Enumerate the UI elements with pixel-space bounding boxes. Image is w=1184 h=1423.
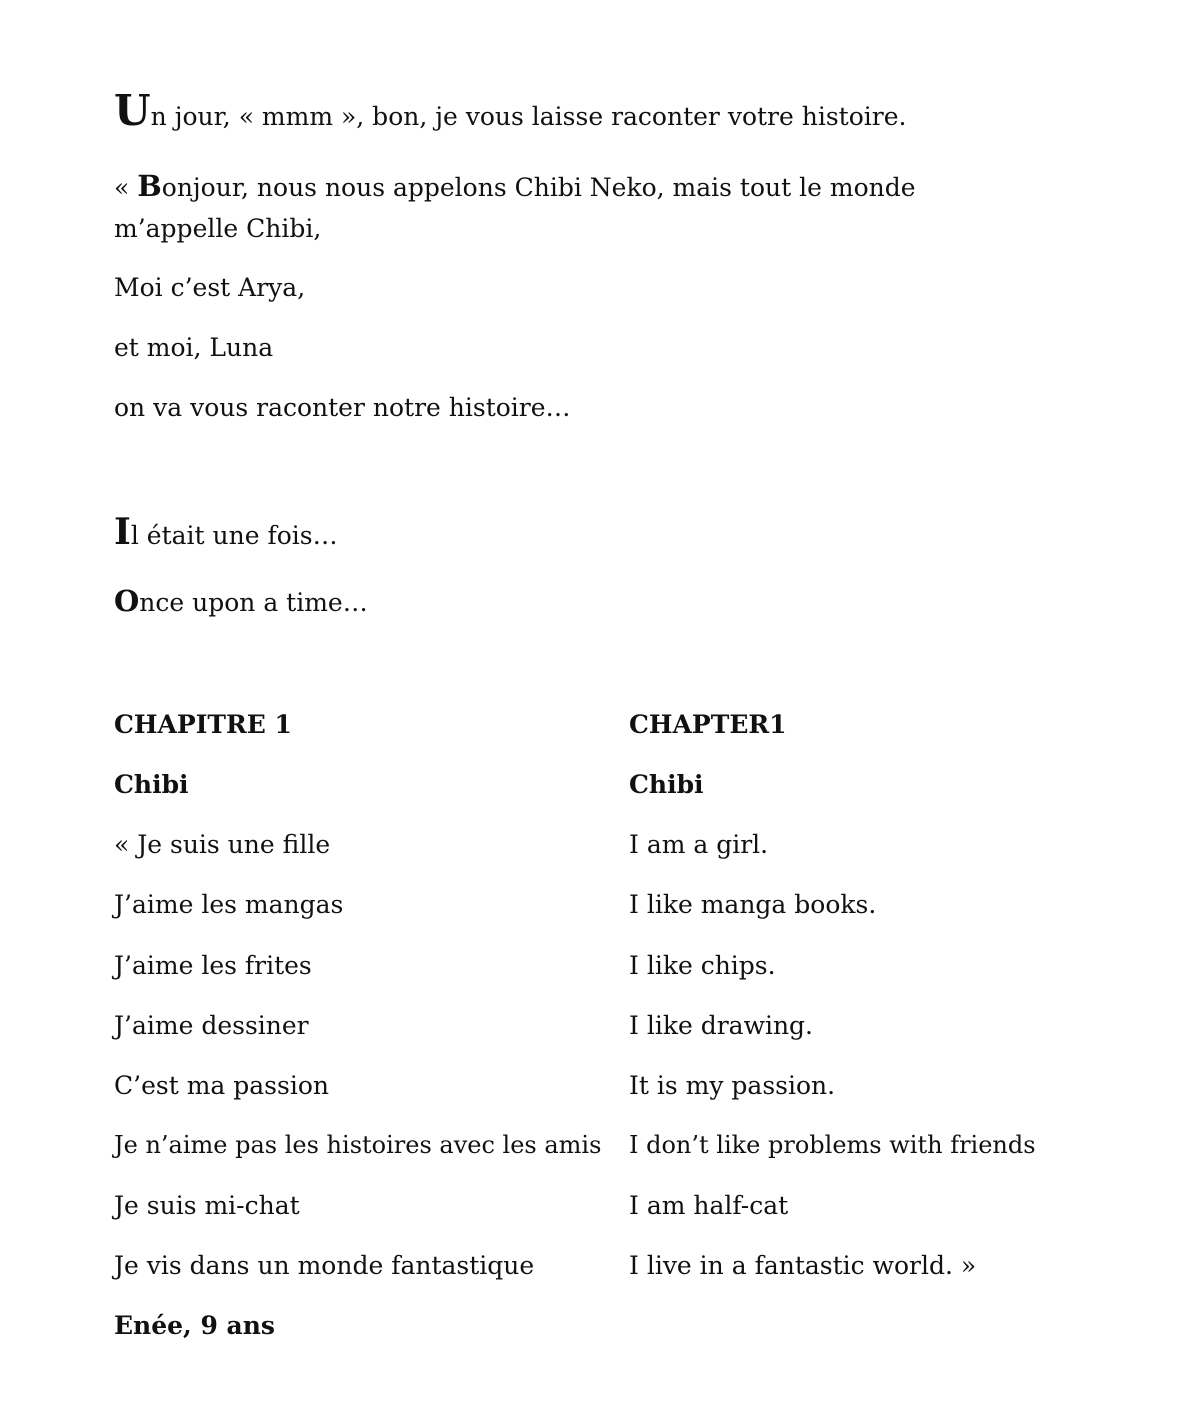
- poem-line-en: I like drawing.: [629, 1011, 814, 1040]
- opening-fr-text: l était une fois…: [130, 521, 338, 550]
- intro-line-3: Moi c’est Arya,: [114, 273, 306, 302]
- poem-line-en: It is my passion.: [629, 1071, 836, 1100]
- character-name-fr: Chibi: [114, 770, 189, 799]
- opening-fr: [114, 512, 338, 556]
- poem-line-en: I like chips.: [629, 951, 776, 980]
- chapter-heading-fr: CHAPITRE 1: [114, 710, 292, 739]
- opening-en-text: nce upon a time…: [139, 588, 368, 617]
- poem-line-en: I am a girl.: [629, 830, 769, 859]
- poem-line-fr: Je suis mi-chat: [114, 1191, 300, 1220]
- intro-line-2-prefix: «: [114, 173, 138, 202]
- poem-line-fr: Je n’aime pas les histoires avec les amis: [114, 1131, 602, 1159]
- drop-cap-b: B: [137, 169, 162, 203]
- intro-line-4: et moi, Luna: [114, 333, 274, 362]
- intro-line-5: on va vous raconter notre histoire…: [114, 393, 571, 422]
- intro-line-2-text: onjour, nous nous appelons Chibi Neko, mais tout le monde m’appelle Chibi,: [114, 173, 916, 243]
- drop-cap-o: O: [114, 584, 140, 618]
- drop-cap-i: I: [114, 511, 131, 553]
- poem-line-en: I am half-cat: [629, 1191, 789, 1220]
- poem-line-fr: Je vis dans un monde fantastique: [114, 1251, 535, 1280]
- poem-line-fr: J’aime les mangas: [114, 890, 344, 919]
- author-signature: Enée, 9 ans: [114, 1311, 275, 1340]
- poem-line-en: I like manga books.: [629, 890, 877, 919]
- intro-line-1-text: n jour, « mmm », bon, je vous laisse raconter votre histoire.: [150, 102, 907, 131]
- poem-line-fr: J’aime les frites: [114, 951, 312, 980]
- character-name-en: Chibi: [629, 770, 704, 799]
- poem-line-en: I live in a fantastic world. »: [629, 1251, 977, 1280]
- intro-line-1: [114, 86, 907, 137]
- poem-line-fr: « Je suis une fille: [114, 830, 331, 859]
- poem-line-fr: J’aime dessiner: [114, 1011, 309, 1040]
- poem-line-fr: C’est ma passion: [114, 1071, 329, 1100]
- drop-cap-u: U: [114, 86, 151, 135]
- opening-en: [114, 581, 368, 623]
- intro-line-2: [114, 166, 1034, 249]
- chapter-heading-en: CHAPTER1: [629, 710, 787, 739]
- poem-line-en: I don’t like problems with friends: [629, 1131, 1036, 1159]
